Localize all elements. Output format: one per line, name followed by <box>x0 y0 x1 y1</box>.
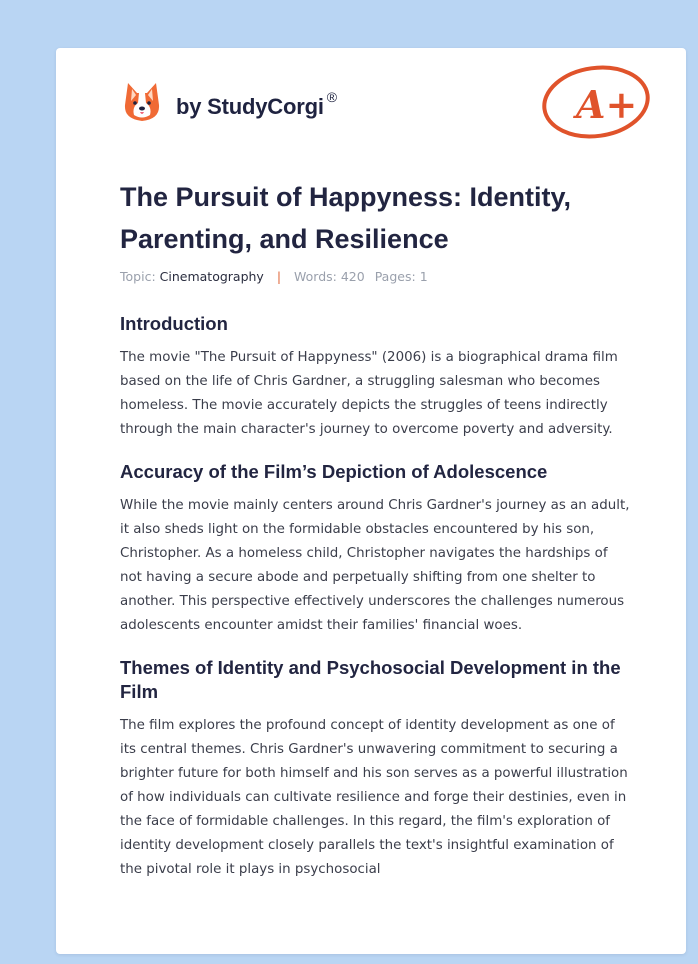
page-title: The Pursuit of Happyness: Identity, Parenting, and Resilience <box>120 182 572 254</box>
grade-badge <box>536 60 656 148</box>
topic-label: Topic: <box>120 269 156 284</box>
section-heading: Themes of Identity and Psychosocial Development in the Film <box>120 657 621 702</box>
grade-text: A+ <box>576 82 638 127</box>
words-label: Words: <box>294 269 337 284</box>
section-paragraph: While the movie mainly centers around Chris Gardner's journey as an adult, it also sheds light on the formidable obstacles encountered by his son, Christopher. As a homeless child, Christopher navigates the hardships of not having a secure abode and perpetually shifting from one shelter to another. This perspective effectively underscores the challenges numerous adolescents encounter amidst their families' financial woes. <box>120 498 630 633</box>
pages-count: 1 <box>419 269 428 284</box>
section-heading: Accuracy of the Film’s Depiction of Adolescence <box>120 461 548 482</box>
brand-name: by StudyCorgi ® <box>176 88 337 119</box>
words-count: 420 <box>340 269 365 284</box>
meta-separator: | <box>276 269 282 284</box>
document-page <box>56 48 686 954</box>
studycorgi-logo[interactable] <box>122 76 337 126</box>
section-paragraph: The film explores the profound concept of identity development as one of its central themes. Chris Gardner's unwavering commitment to securing a brighter future for both himself and his son serves as a powerful illustration of how individuals can cultivate resilience and forge their destinies, even in the face of formidable challenges. In this regard, the film's exploration of identity development closely parallels the text's insightful examination of the pivotal role it plays in psychosocial <box>120 718 628 877</box>
document-meta <box>120 269 428 284</box>
topic-link[interactable]: Cinematography <box>159 269 264 284</box>
corgi-icon <box>122 79 162 123</box>
essay-body <box>120 312 632 900</box>
section-paragraph: The movie "The Pursuit of Happyness" (2006) is a biographical drama film based on the life of Chris Gardner, a struggling salesman who becomes homeless. The movie accurately depicts the struggles of teens indirectly through the main character's journey to overcome poverty and adversity. <box>120 350 618 437</box>
pages-label: Pages: <box>374 269 416 284</box>
section-heading: Introduction <box>120 313 228 334</box>
